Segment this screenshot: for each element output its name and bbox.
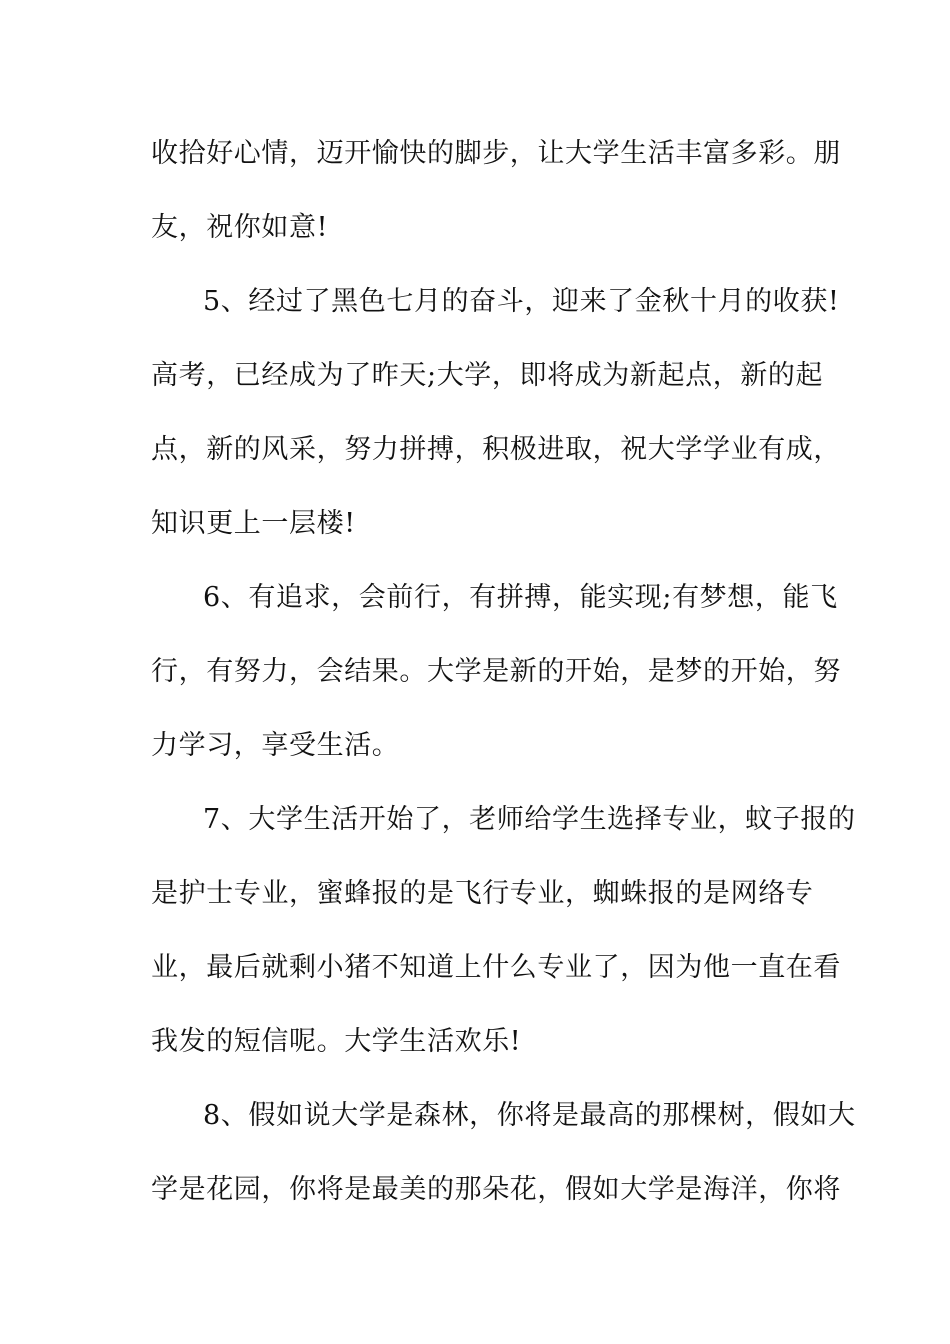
text-line: 行，有努力，会结果。大学是新的开始，是梦的开始，努 bbox=[151, 656, 841, 687]
paragraph-6-start: 6、有追求，会前行，有拼搏，能实现;有梦想，能飞 bbox=[203, 582, 838, 613]
paragraph-7-start: 7、大学生活开始了，老师给学生选择专业，蚊子报的 bbox=[203, 804, 856, 835]
text-line: 业，最后就剩小猪不知道上什么专业了，因为他一直在看 bbox=[151, 952, 841, 983]
paragraph-8-start: 8、假如说大学是森林，你将是最高的那棵树，假如大 bbox=[203, 1100, 856, 1131]
text-line: 力学习，享受生活。 bbox=[151, 730, 400, 761]
text-line: 点，新的风采，努力拼搏，积极进取，祝大学学业有成， bbox=[151, 434, 841, 465]
text-line: 收拾好心情，迈开愉快的脚步，让大学生活丰富多彩。朋 bbox=[151, 138, 841, 169]
text-line: 我发的短信呢。大学生活欢乐! bbox=[151, 1026, 522, 1057]
text-line: 是护士专业，蜜蜂报的是飞行专业，蜘蛛报的是网络专 bbox=[151, 878, 814, 909]
paragraph-5-start: 5、经过了黑色七月的奋斗，迎来了金秋十月的收获! bbox=[203, 286, 840, 317]
text-line: 知识更上一层楼! bbox=[151, 508, 356, 539]
text-line: 友，祝你如意! bbox=[151, 212, 329, 243]
text-line: 学是花园，你将是最美的那朵花，假如大学是海洋，你将 bbox=[151, 1174, 841, 1205]
text-line: 高考，已经成为了昨天;大学，即将成为新起点，新的起 bbox=[151, 360, 824, 391]
